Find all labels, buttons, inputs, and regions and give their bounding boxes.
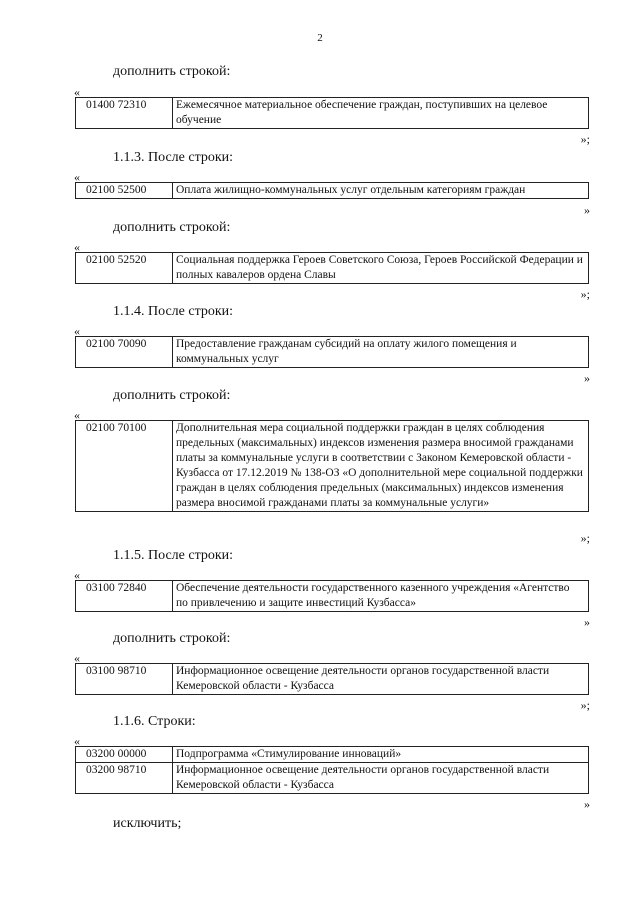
table-cell-text: Информационное освещение деятельности органов государственной власти Кемеровской области - Кузбасса [173,763,589,794]
budget-table [75,182,589,199]
table-row [76,421,589,512]
open-quote: « [74,651,80,665]
open-quote: « [74,324,80,338]
open-quote: « [74,734,80,748]
budget-table [75,746,589,794]
close-quote: » [584,203,590,217]
table-cell-text: Предоставление гражданам субсидий на оплату жилого помещения и коммунальных услуг [173,337,589,368]
table-cell-code: 02100 70100 [76,421,173,512]
table-cell-code: 01400 72310 [76,98,173,129]
table-cell-text: Социальная поддержка Героев Советского Союза, Героев Российской Федерации и полных кавалеров ордена Славы [173,253,589,284]
open-quote: « [74,240,80,254]
budget-table [75,663,589,695]
budget-table [75,336,589,368]
block-heading: 1.1.3. После строки: [113,150,234,165]
table-cell-text: Оплата жилищно-коммунальных услуг отдельным категориям граждан [173,183,589,199]
table-cell-code: 03100 72840 [76,581,173,612]
close-quote: »; [580,531,590,545]
close-quote: »; [580,287,590,301]
open-quote: « [74,85,80,99]
block-heading: дополнить строкой: [113,64,231,79]
budget-table [75,580,589,612]
table-cell-text: Дополнительная мера социальной поддержки граждан в целях соблюдения предельных (максимальных) индексов изменения размера вносимой гражданами платы за коммунальные услуги в соответствии с Законом Кемеровской области - Кузбасса от 17.12.2019 № 138-ОЗ «О дополнительной мере социальной поддержки граждан в целях соблюдения предельных (максимальных) индексов изменения размера вносимой гражданами платы за коммунальные услуги» [173,421,589,512]
open-quote: « [74,408,80,422]
budget-table [75,97,589,129]
close-quote: » [584,797,590,811]
block-heading: дополнить строкой: [113,220,231,235]
budget-table [75,252,589,284]
table-row [76,581,589,612]
table-cell-code: 02100 70090 [76,337,173,368]
table-cell-code: 02100 52520 [76,253,173,284]
table-row [76,253,589,284]
table-cell-code: 03100 98710 [76,664,173,695]
close-quote: » [584,371,590,385]
close-quote: »; [580,698,590,712]
table-row [76,664,589,695]
block-heading: дополнить строкой: [113,631,231,646]
table-cell-text: Ежемесячное материальное обеспечение граждан, поступивших на целевое обучение [173,98,589,129]
block-heading: 1.1.4. После строки: [113,304,234,319]
table-cell-text: Информационное освещение деятельности органов государственной власти Кемеровской области - Кузбасса [173,664,589,695]
table-cell-text: Подпрограмма «Стимулирование инноваций» [173,747,589,763]
block-heading: 1.1.6. Строки: [113,714,196,729]
close-quote: »; [580,132,590,146]
budget-table [75,420,589,512]
open-quote: « [74,170,80,184]
block-heading: дополнить строкой: [113,388,231,403]
close-quote: » [584,615,590,629]
table-cell-code: 02100 52500 [76,183,173,199]
table-row [76,763,589,794]
table-cell-code: 03200 00000 [76,747,173,763]
table-cell-code: 03200 98710 [76,763,173,794]
final-instruction: исключить; [113,816,182,831]
table-row [76,183,589,199]
page-number: 2 [317,32,323,44]
block-heading: 1.1.5. После строки: [113,548,234,563]
open-quote: « [74,568,80,582]
table-row [76,747,589,763]
table-cell-text: Обеспечение деятельности государственного казенного учреждения «Агентство по привлечению и защите инвестиций Кузбасса» [173,581,589,612]
table-row [76,98,589,129]
table-row [76,337,589,368]
